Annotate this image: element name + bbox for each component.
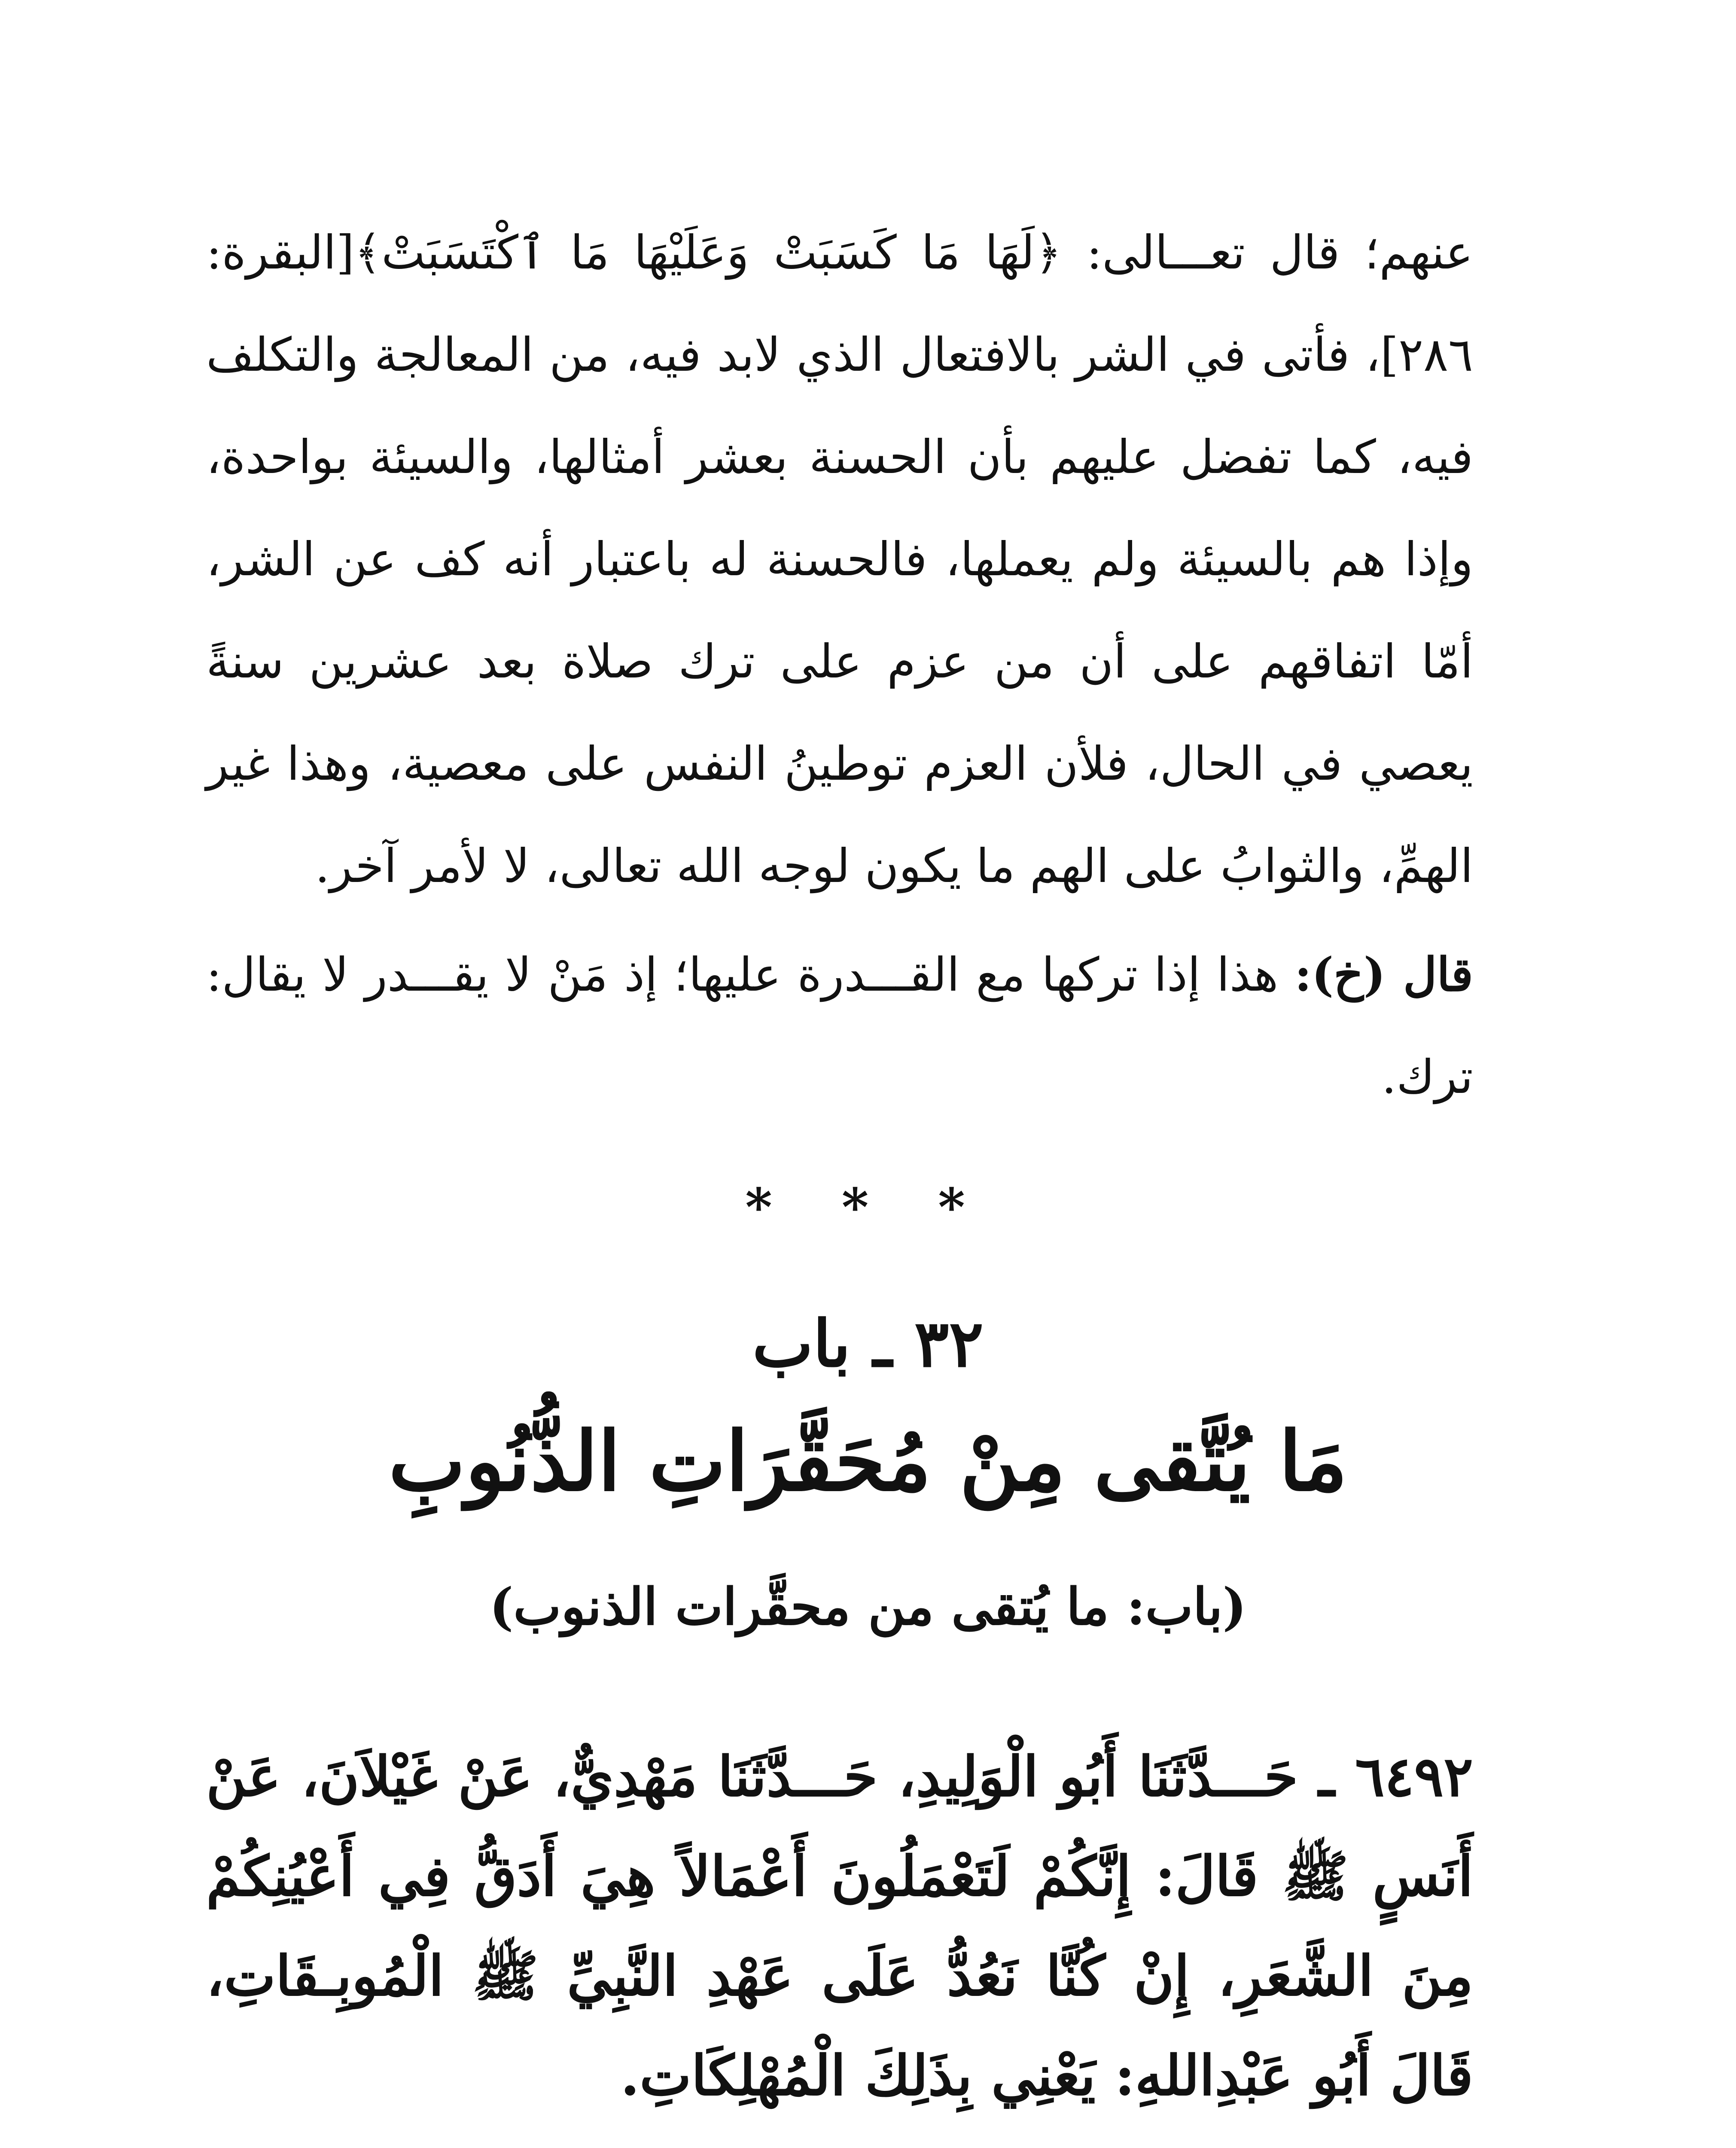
- commentary-body: هذا إذا تركها مع القـــدرة عليها؛ إذ مَنْ لا يقـــدر لا يقال: ترك.: [206, 948, 1473, 1104]
- commentary-text-2: [206, 924, 1473, 1129]
- commentary-paragraph: [206, 202, 1473, 918]
- commentary-paragraph-2: [206, 924, 1473, 1129]
- section-separator: * * *: [745, 1177, 991, 1238]
- chapter-number: ٣٢ ـ باب: [752, 1306, 984, 1382]
- hadith-text: ٦٤٩٢ ـ حَـــدَّثَنَا أَبُو الْوَلِيدِ، حَـــدَّثَنَا مَهْدِيٌّ، عَنْ غَيْلاَنَ، عَنْ أَنَسٍ ﷺ قَالَ: إِنَّكُمْ لَتَعْمَلُونَ أَعْمَالاً هِيَ أَدَقُّ فِي أَعْيُنِكُمْ مِنَ الشَّعَرِ، إِنْ كُنَّا نَعُدُّ عَلَى عَهْدِ النَّبِيِّ ﷺ الْمُوبِـقَاتِ، قَالَ أَبُو عَبْدِاللهِ: يَعْنِي بِذَلِكَ الْمُهْلِكَاتِ.: [206, 1745, 1473, 2108]
- chapter-subtitle: (باب: ما يُتقى من محقَّرات الذنوب): [489, 1577, 1247, 1636]
- commentary-text: عنهم؛ قال تعـــالى: ﴿لَهَا مَا كَسَبَتْ وَعَلَيْهَا مَا ٱكْتَسَبَتْ﴾[البقرة: ٢٨٦]، فأتى في الشر بالافتعال الذي لابد فيه، من المعالجة والتكلف فيه، كما تفضل عليهم بأن الحسنة بعشر أمثالها، والسيئة بواحدة، وإذا هم بالسيئة ولم يعملها، فالحسنة له باعتبار أنه كف عن الشر، أمّا اتفاقهم على أن من عزم على ترك صلاة بعد عشرين سنةً يعصي في الحال، فلأن العزم توطينُ النفس على معصية، وهذا غير الهمِّ، والثوابُ على الهم ما يكون لوجه الله تعالى، لا لأمر آخر.: [206, 226, 1473, 893]
- commentary-lead: قال (خ):: [1294, 948, 1473, 1002]
- chapter-title: مَا يُتَّقى مِنْ مُحَقَّرَاتِ الذُّنُوبِ: [388, 1413, 1348, 1509]
